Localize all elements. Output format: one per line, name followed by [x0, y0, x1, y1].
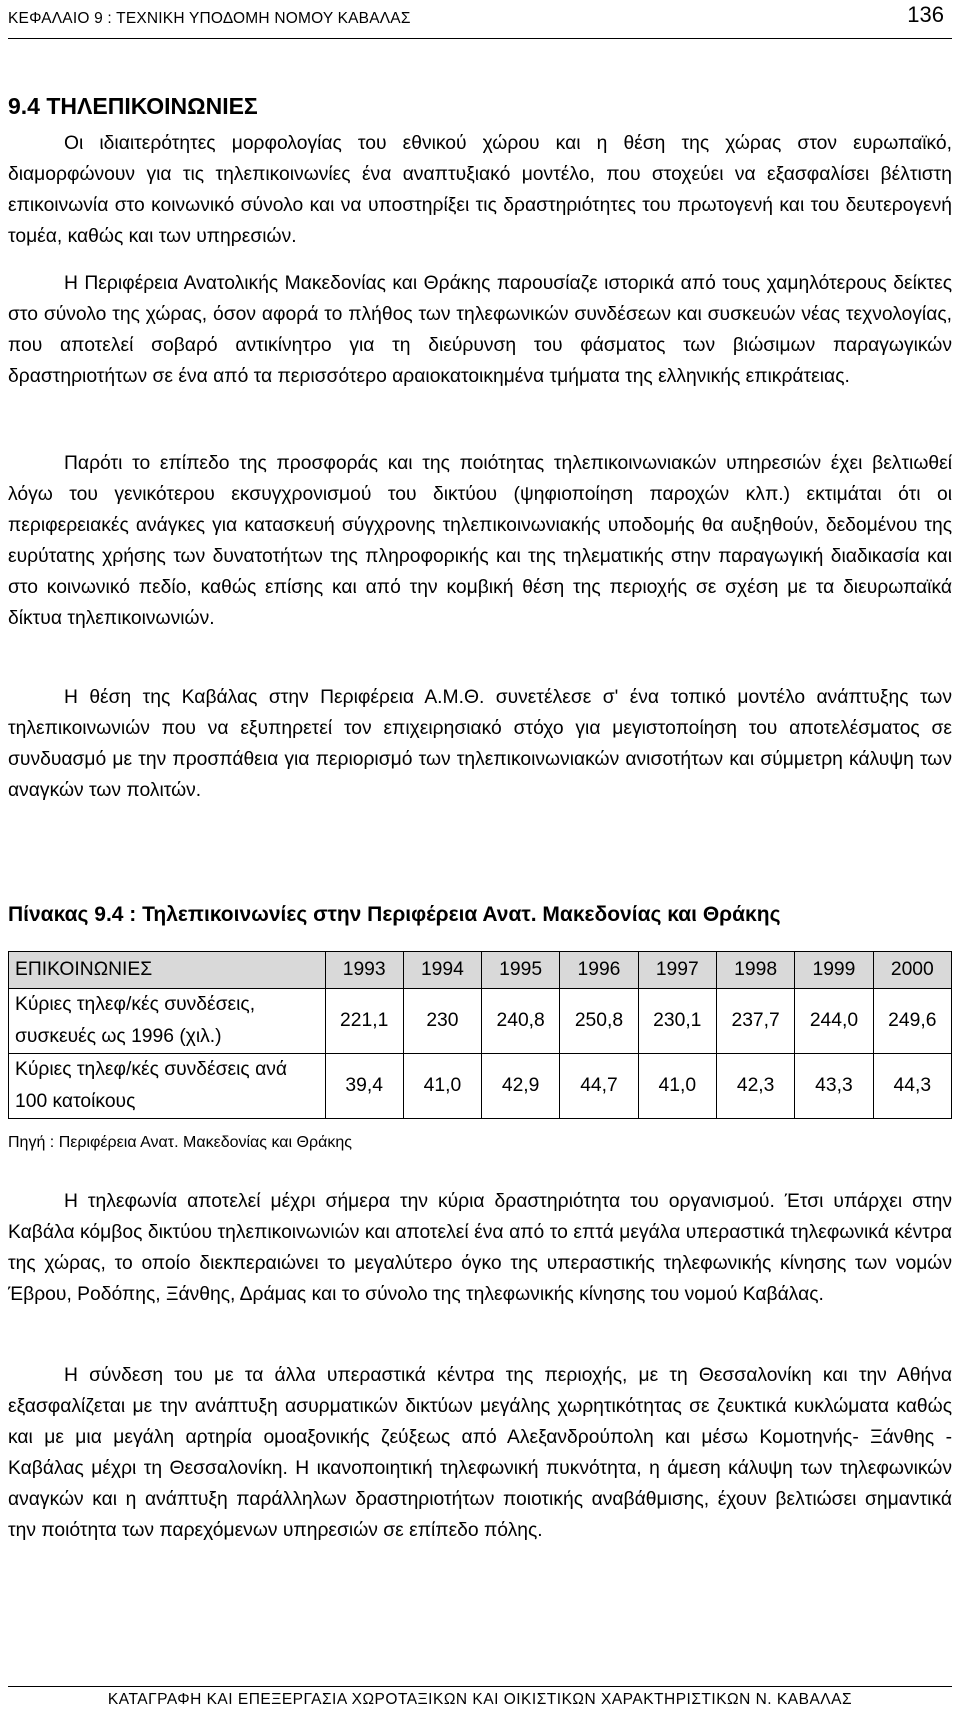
- paragraph-intro: [8, 128, 952, 252]
- table-cell: 42,9: [481, 1054, 559, 1119]
- page-header: [8, 4, 952, 39]
- table-cell: 44,3: [873, 1054, 951, 1119]
- year-1998: 1998: [716, 952, 794, 989]
- table-cell: 244,0: [795, 989, 873, 1054]
- row-label: Κύριες τηλεφ/κές συνδέσεις ανά 100 κατοίκους: [9, 1054, 326, 1119]
- table-cell: 41,0: [638, 1054, 716, 1119]
- year-1993: 1993: [325, 952, 403, 989]
- page-footer: ΚΑΤΑΓΡΑΦΗ ΚΑΙ ΕΠΕΞΕΡΓΑΣΙΑ ΧΩΡΟΤΑΞΙΚΩΝ ΚΑΙ ΟΙΚΙΣΤΙΚΩΝ ΧΑΡΑΚΤΗΡΙΣΤΙΚΩΝ Ν. ΚΑΒΑΛΑΣ: [8, 1686, 952, 1709]
- paragraph-text: Παρότι το επίπεδο της προσφοράς και της ποιότητας τηλεπικοινωνιακών υπηρεσιών έχει βελτιωθεί λόγω του γενικότερου εκσυγχρονισμού του δικτύου (ψηφιοποίηση παροχών κλπ.) εκτιμάται ότι οι περιφερειακές ανάγκες για κατασκευή σύγχρονης τηλεπικοινωνιακής υποδομής θα αυξηθούν, δεδομένου της ευρύτατης χρήσης των δυνατοτήτων της πληροφορικής και της τηλεματικής στην παραγωγική διαδικασία και στο κοινωνικό πεδίο, καθώς επίσης και από την κομβική θέση της περιοχής σε σχέση με τα διευρωπαϊκά δίκτυα τηλεπικοινωνιών.: [8, 453, 952, 629]
- table-cell: 230: [403, 989, 481, 1054]
- table-cell: 249,6: [873, 989, 951, 1054]
- table-cell: 240,8: [481, 989, 559, 1054]
- section-title: 9.4 ΤΗΛΕΠΙΚΟΙΝΩΝΙΕΣ: [8, 93, 258, 119]
- paragraph-kavala: [8, 682, 952, 806]
- chapter-title: ΚΕΦΑΛΑΙΟ 9 : ΤΕΧΝΙΚΗ ΥΠΟΔΟΜΗ ΝΟΜΟΥ ΚΑΒΑΛΑΣ: [8, 10, 411, 27]
- paragraph-text: Η τηλεφωνία αποτελεί μέχρι σήμερα την κύρια δραστηριότητα του οργανισμού. Έτσι υπάρχει στην Καβάλα κόμβος δικτύου τηλεπικοινωνιών και αποτελεί ένα από το επτά μεγάλα υπεραστικά τηλεφωνικά κέντρα της χώρας, το οποίο διεκπεραιώνει το μεγαλύτερο όγκο της υπεραστικής τηλεφωνικής κίνησης των νομών Έβρου, Ροδόπης, Ξάνθης, Δράμας και το σύνολο της τηλεφωνικής κίνησης του νομού Καβάλας.: [8, 1191, 952, 1305]
- table-cell: 43,3: [795, 1054, 873, 1119]
- paragraph-telephony: [8, 1186, 952, 1310]
- paragraph-text: Η σύνδεση του με τα άλλα υπεραστικά κέντρα της περιοχής, με τη Θεσσαλονίκη και την Αθήνα εξασφαλίζεται με την ανάπτυξη ασυρματικών δικτύων μεγάλης χωρητικότητας σε ζευκτικά κυκλώματα καθώς και με μια μεγάλη αρτηρία ομοαξονικής ζεύξεως από Αλεξανδρούπολη και μέσω Κομοτηνής- Ξάνθης - Καβάλας μέχρι τη Θεσσαλονίκη. Η ικανοποιητική τηλεφωνική πυκνότητα, η άμεση κάλυψη των τηλεφωνικών αναγκών και η ανάπτυξη παράλληλων δραστηριοτήτων ποιοτικής αναβάθμισης, έχουν βελτιώσει σημαντικά την ποιότητα των παρεχόμενων υπηρεσιών σε επίπεδο πόλης.: [8, 1365, 952, 1541]
- paragraph-network: [8, 1360, 952, 1546]
- paragraph-text: Η Περιφέρεια Ανατολικής Μακεδονίας και Θράκης παρουσίαζε ιστορικά από τους χαμηλότερους δείκτες στο σύνολο της χώρας, όσον αφορά το πλήθος των τηλεφωνικών συνδέσεων και συσκευών νέας τεχνολογίας, που αποτελεί σοβαρό αντικίνητρο για τη διεύρυνση του φάσματος των βιώσιμων παραγωγικών δραστηριοτήτων σε ένα από τα περισσότερο αραιοκατοικημένα τμήματα της ελληνικής επικράτειας.: [8, 273, 952, 387]
- table-row: [9, 1054, 952, 1119]
- year-1999: 1999: [795, 952, 873, 989]
- paragraph-text: Οι ιδιαιτερότητες μορφολογίας του εθνικού χώρου και η θέση της χώρας στον ευρωπαϊκό, διαμορφώνουν για τις τηλεπικοινωνίες ένα αναπτυξιακό μοντέλο, που στοχεύει να εξασφαλίσει βέλτιστη επικοινωνία στο κοινωνικό σύνολο και να υποστηρίξει τις δραστηριότητες του πρωτογενή και του δευτερογενή τομέα, καθώς και των υπηρεσιών.: [8, 133, 952, 247]
- table-caption: Πίνακας 9.4 : Τηλεπικοινωνίες στην Περιφέρεια Ανατ. Μακεδονίας και Θράκης: [8, 903, 781, 926]
- paragraph-region: [8, 268, 952, 392]
- telecom-table: [8, 951, 952, 1119]
- year-1997: 1997: [638, 952, 716, 989]
- year-1995: 1995: [481, 952, 559, 989]
- table-cell: 39,4: [325, 1054, 403, 1119]
- table-row: [9, 989, 952, 1054]
- page-number: 136: [907, 2, 944, 27]
- table-cell: 250,8: [560, 989, 638, 1054]
- year-1994: 1994: [403, 952, 481, 989]
- table-cell: 237,7: [716, 989, 794, 1054]
- table-cell: 41,0: [403, 1054, 481, 1119]
- table-cell: 221,1: [325, 989, 403, 1054]
- table-header-row: [9, 952, 952, 989]
- paragraph-text: Η θέση της Καβάλας στην Περιφέρεια Α.Μ.Θ. συνετέλεσε σ' ένα τοπικό μοντέλο ανάπτυξης των τηλεπικοινωνιών που να εξυπηρετεί τον επιχειρησιακό στόχο για μεγιστοποίηση του αποτελέσματος σε συνδυασμό με την προσπάθεια για περιορισμό των τηλεπικοινωνιακών ανισοτήτων και σύμμετρη κάλυψη των αναγκών των πολιτών.: [8, 687, 952, 801]
- header-label: ΕΠΙΚΟΙΝΩΝΙΕΣ: [9, 952, 326, 989]
- row-label: Κύριες τηλεφ/κές συνδέσεις, συσκευές ως 1996 (χιλ.): [9, 989, 326, 1054]
- table-cell: 230,1: [638, 989, 716, 1054]
- table-cell: 42,3: [716, 1054, 794, 1119]
- table-source: Πηγή : Περιφέρεια Ανατ. Μακεδονίας και Θράκης: [8, 1134, 352, 1151]
- table-cell: 44,7: [560, 1054, 638, 1119]
- year-1996: 1996: [560, 952, 638, 989]
- paragraph-services: [8, 448, 952, 634]
- year-2000: 2000: [873, 952, 951, 989]
